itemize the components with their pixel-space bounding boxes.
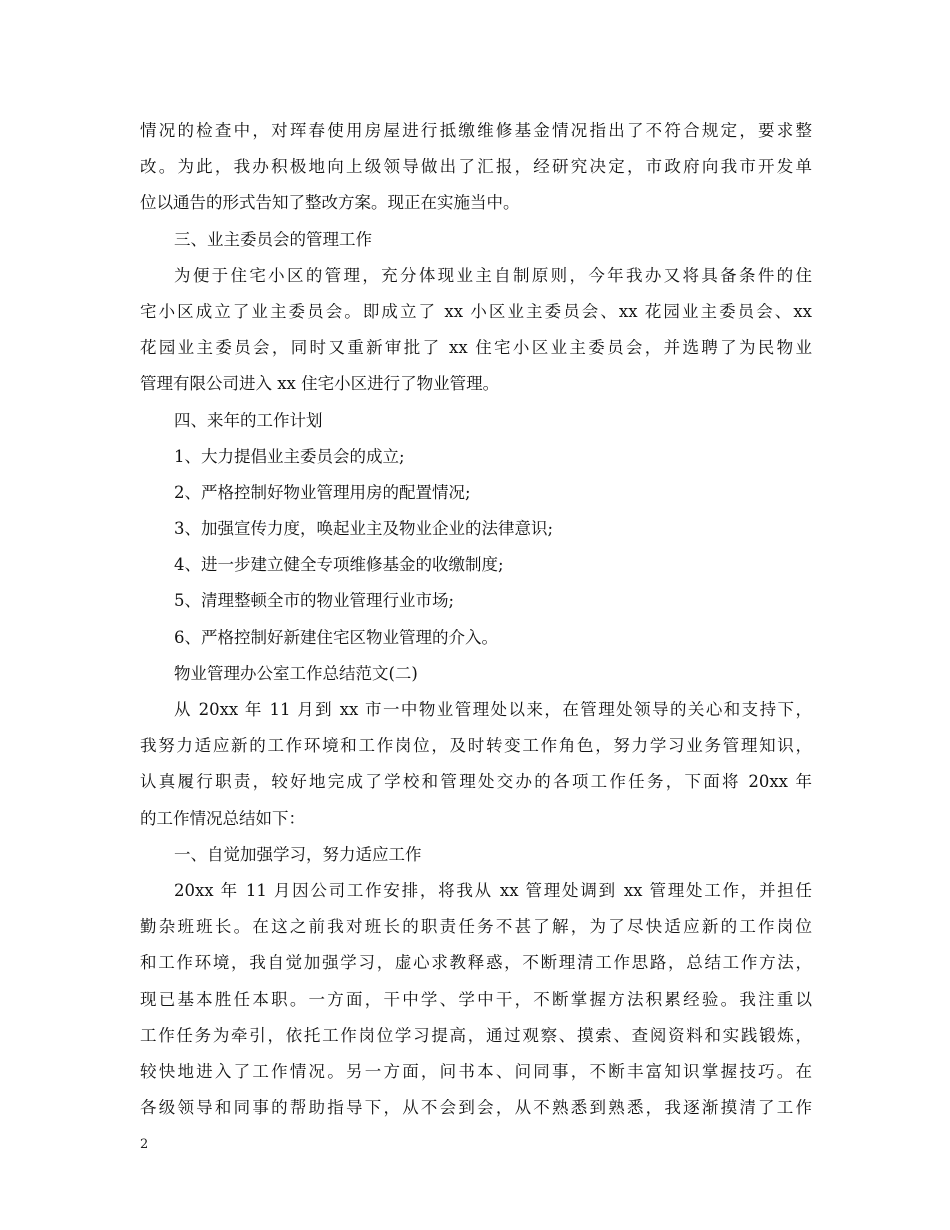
text-line: 情况的检查中，对珲春使用房屋进行抵缴维修基金情况指出了不符合规定，要求整 (140, 121, 812, 140)
text-line: 6、严格控制好新建住宅区物业管理的介入。 (174, 627, 498, 647)
text-line: 为便于住宅小区的管理，充分体现业主自制原则，今年我办又将具备条件的住 (174, 265, 812, 285)
text-line: 现已基本胜任本职。一方面，干中学、学中干，不断掌握方法积累经验。我注重以 (140, 989, 812, 1009)
text-line: 四、来年的工作计划 (174, 410, 323, 430)
text-line: 三、业主委员会的管理工作 (174, 229, 372, 249)
text-line: 的工作情况总结如下： (140, 808, 305, 828)
document-body (140, 113, 812, 1126)
text-line: 3、加强宣传力度，唤起业主及物业企业的法律意识; (174, 519, 554, 539)
text-line: 从 20xx 年 11 月到 xx 市一中物业管理处以来，在管理处领导的关心和支持下， (174, 700, 812, 719)
text-line: 工作任务为牵引，依托工作岗位学习提高，通过观察、摸索、查阅资料和实践锻炼， (140, 1025, 812, 1045)
text-line: 认真履行职责，较好地完成了学校和管理处交办的各项工作任务，下面将 20xx 年 (140, 772, 812, 792)
text-line: 一、自觉加强学习，努力适应工作 (174, 844, 422, 864)
text-line: 1、大力提倡业主委员会的成立; (174, 446, 405, 466)
text-line: 改。为此，我办积极地向上级领导做出了汇报，经研究决定，市政府向我市开发单 (140, 157, 812, 177)
text-line: 2、严格控制好物业管理用房的配置情况; (174, 482, 471, 502)
text-line: 物业管理办公室工作总结范文(二) (174, 663, 418, 683)
text-line: 花园业主委员会，同时又重新审批了 xx 住宅小区业主委员会，并选聘了为民物业 (140, 338, 812, 358)
text-line: 位以通告的形式告知了整改方案。现正在实施当中。 (140, 193, 520, 213)
text-line: 较快地进入了工作情况。另一方面，问书本、问同事，不断丰富知识掌握技巧。在 (140, 1061, 812, 1081)
text-line: 各级领导和同事的帮助指导下，从不会到会，从不熟悉到熟悉，我逐渐摸清了工作 (140, 1098, 812, 1118)
text-line: 4、进一步建立健全专项维修基金的收缴制度; (174, 555, 504, 575)
text-line: 20xx 年 11 月因公司工作安排，将我从 xx 管理处调到 xx 管理处工作，并担任 (174, 880, 812, 900)
text-line: 管理有限公司进入 xx 住宅小区进行了物业管理。 (140, 374, 500, 394)
text-line: 和工作环境，我自觉加强学习，虚心求教释惑，不断理清工作思路，总结工作方法， (140, 953, 812, 973)
page-number: 2 (140, 1137, 149, 1152)
text-line: 宅小区成立了业主委员会。即成立了 xx 小区业主委员会、xx 花园业主委员会、xx (140, 301, 812, 321)
text-line: 我努力适应新的工作环境和工作岗位，及时转变工作角色，努力学习业务管理知识， (140, 736, 812, 756)
text-line: 勤杂班班长。在这之前我对班长的职责任务不甚了解，为了尽快适应新的工作岗位 (140, 917, 812, 937)
text-line: 5、清理整顿全市的物业管理行业市场; (174, 591, 455, 611)
